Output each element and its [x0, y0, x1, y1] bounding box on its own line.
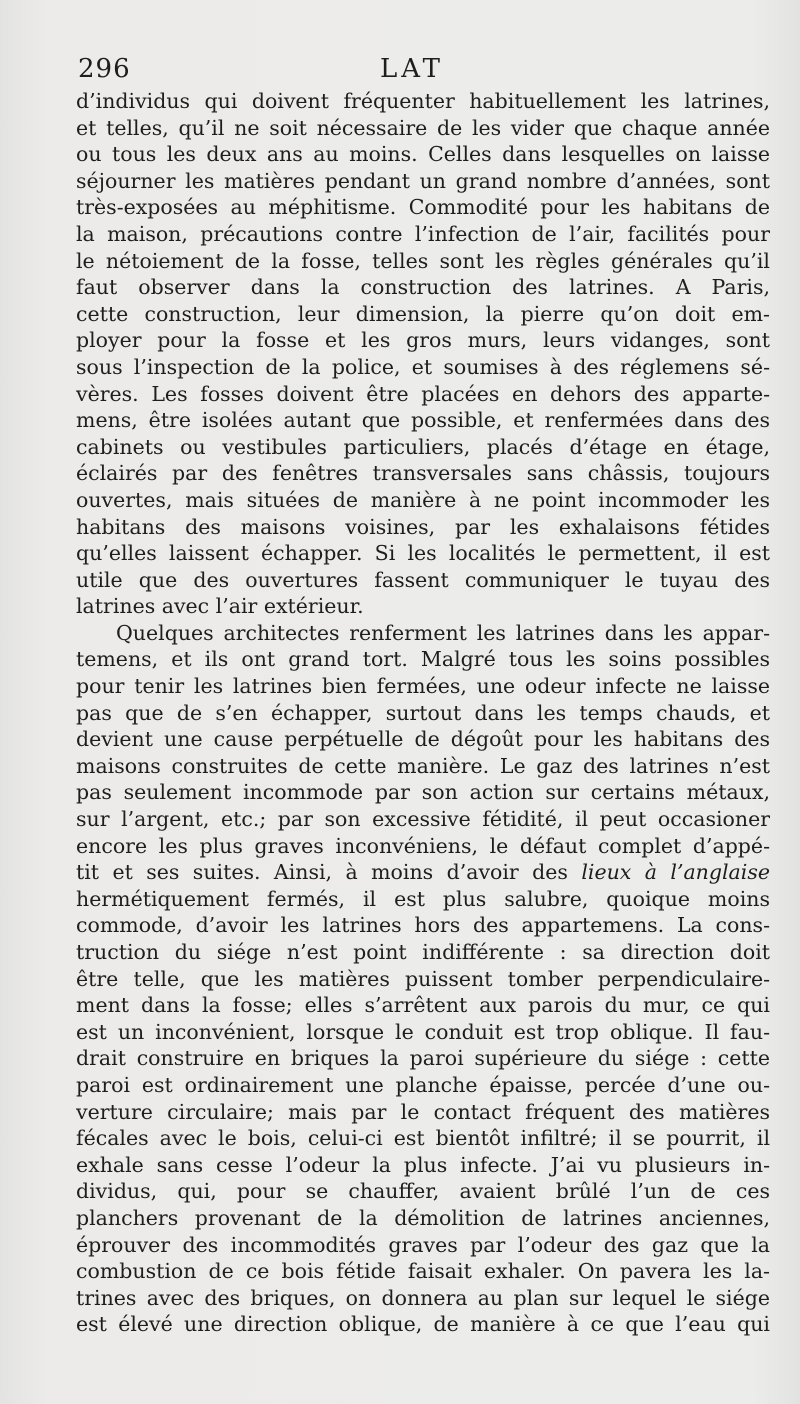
text-line: fécales avec le bois, celui-ci est bientôt infiltré; il se pourrit, il: [76, 1126, 770, 1151]
text-line: combustion de ce bois fétide faisait exhaler. On pavera les la-: [76, 1259, 770, 1284]
text-line: ployer pour la fosse et les gros murs, leurs vidanges, sont: [76, 328, 770, 353]
text-line: habitans des maisons voisines, par les exhalaisons fétides: [76, 514, 770, 539]
text-line: est un inconvénient, lorsque le conduit est trop oblique. Il fau-: [76, 1019, 770, 1044]
text-line: hermétiquement fermés, il est plus salubre, quoique moins: [76, 886, 770, 911]
text-line: pas que de s’en échapper, surtout dans les temps chauds, et: [76, 700, 770, 725]
text-line: mens, être isolées autant que possible, et renfermées dans des: [76, 408, 770, 433]
text-line: encore les plus graves inconvéniens, le défaut complet d’appé-: [76, 833, 770, 858]
text-line: paroi est ordinairement une planche épaisse, percée d’une ou-: [76, 1072, 770, 1097]
text-line: ment dans la fosse; elles s’arrêtent aux parois du mur, ce qui: [76, 993, 770, 1018]
text-line: temens, et ils ont grand tort. Malgré tous les soins possibles: [76, 647, 770, 672]
text-line: cette construction, leur dimension, la pierre qu’on doit em-: [76, 301, 770, 326]
text-line: drait construire en briques la paroi supérieure du siége : cette: [76, 1046, 770, 1071]
text-line: sur l’argent, etc.; par son excessive fétidité, il peut occasioner: [76, 807, 770, 832]
text-line: et telles, qu’il ne soit nécessaire de les vider que chaque année: [76, 115, 770, 140]
text-line: être telle, que les matières puissent tomber perpendiculaire-: [76, 966, 770, 991]
text-line: séjourner les matières pendant un grand nombre d’années, sont: [76, 168, 770, 193]
text-line: commode, d’avoir les latrines hors des appartemens. La cons-: [76, 913, 770, 938]
text-line: le nétoiement de la fosse, telles sont les règles générales qu’il: [76, 248, 770, 273]
text-line: maisons construites de cette manière. Le gaz des latrines n’est: [76, 753, 770, 778]
text-line: vères. Les fosses doivent être placées en dehors des apparte-: [76, 381, 770, 406]
text-line: éclairés par des fenêtres transversales sans châssis, toujours: [76, 461, 770, 486]
text-line: éprouver des incommodités graves par l’odeur des gaz que la: [76, 1232, 770, 1257]
text-run: tit et ses suites. Ainsi, à moins d’avoir des: [76, 860, 568, 885]
page-number: 296: [78, 54, 131, 84]
text-line: exhale sans cesse l’odeur la plus infecte. J’ai vu plusieurs in-: [76, 1152, 770, 1177]
text-line: truction du siége n’est point indifférente : sa direction doit: [76, 940, 770, 964]
text-line: faut observer dans la construction des latrines. A Paris,: [76, 275, 770, 300]
text-line: trines avec des briques, on donnera au plan sur lequel le siége: [76, 1285, 770, 1310]
text-line: d’individus qui doivent fréquenter habituellement les latrines,: [76, 89, 770, 113]
text-line: cabinets ou vestibules particuliers, placés d’étage en étage,: [76, 434, 770, 459]
text-line-with-italic: [76, 859, 770, 886]
paragraph-end-line: latrines avec l’air extérieur.: [76, 594, 364, 619]
text-line: ouvertes, mais situées de manière à ne point incommoder les: [76, 487, 770, 512]
text-line: qu’elles laissent échapper. Si les localités le permettent, il est: [76, 541, 770, 566]
text-line: utile que des ouvertures fassent communiquer le tuyau des: [76, 567, 770, 592]
text-line: planchers provenant de la démolition de latrines anciennes,: [76, 1205, 770, 1230]
text-line: ou tous les deux ans au moins. Celles dans lesquelles on laisse: [76, 142, 770, 167]
italic-term: lieux à l’anglaise: [581, 860, 770, 885]
text-line: très-exposées au méphitisme. Commodité pour les habitans de: [76, 195, 770, 220]
running-head: LAT: [380, 54, 444, 84]
text-line: la maison, précautions contre l’infection de l’air, facilités pour: [76, 221, 770, 246]
text-line: devient une cause perpétuelle de dégoût pour les habitans des: [76, 727, 770, 752]
page-header: [78, 54, 768, 90]
text-line: est élevé une direction oblique, de manière à ce que l’eau qui: [76, 1312, 770, 1337]
text-line: pas seulement incommode par son action sur certains métaux,: [76, 780, 770, 805]
text-line: dividus, qui, pour se chauffer, avaient brûlé l’un de ces: [76, 1179, 770, 1204]
text-line: pour tenir les latrines bien fermées, une odeur infecte ne laisse: [76, 674, 770, 699]
paragraph-start-line: Quelques architectes renferment les latrines dans les appar-: [116, 620, 770, 645]
text-line: sous l’inspection de la police, et soumises à des réglemens sé-: [76, 354, 770, 379]
text-line: verture circulaire; mais par le contact fréquent des matières: [76, 1099, 770, 1124]
body-text: [76, 88, 770, 1338]
